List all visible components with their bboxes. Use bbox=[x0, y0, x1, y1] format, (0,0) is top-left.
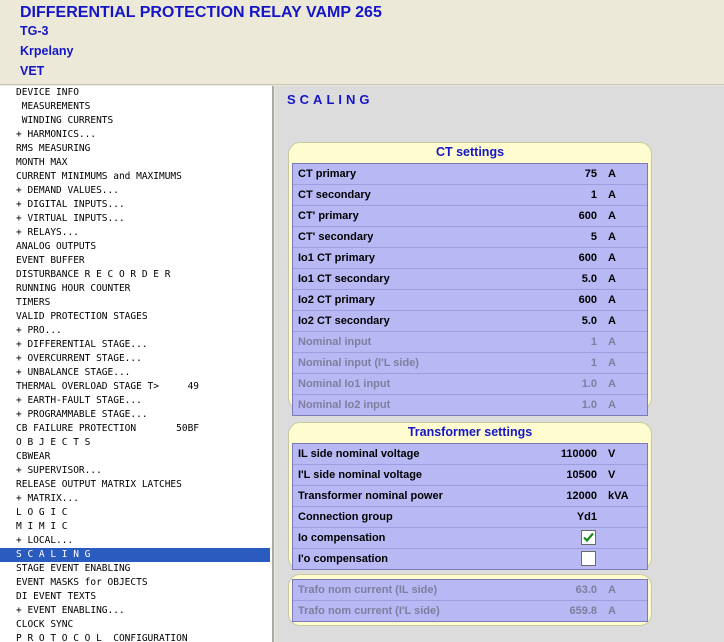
ct-setting-unit: A bbox=[608, 168, 616, 180]
ct-setting-row bbox=[293, 395, 647, 415]
menu-item-cbwear[interactable]: CBWEAR bbox=[16, 451, 51, 462]
menu-item-supervisor[interactable]: + SUPERVISOR... bbox=[16, 465, 102, 476]
menu-item-harmonics[interactable]: + HARMONICS... bbox=[16, 129, 97, 140]
ct-setting-label: Io1 CT secondary bbox=[298, 273, 390, 285]
ct-setting-unit: A bbox=[608, 210, 616, 222]
trafo-current-value: 659.8 bbox=[569, 605, 597, 617]
menu-item-event-masks-for-objects[interactable]: EVENT MASKS for OBJECTS bbox=[16, 577, 148, 588]
menu-item-valid-protection-stages[interactable]: VALID PROTECTION STAGES bbox=[16, 311, 148, 322]
transformer-setting-unit: V bbox=[608, 469, 616, 481]
menu-item-unbalance-stage[interactable]: + UNBALANCE STAGE... bbox=[16, 367, 131, 378]
ct-setting-row bbox=[293, 269, 647, 290]
menu-item-overcurrent-stage[interactable]: + OVERCURRENT STAGE... bbox=[16, 353, 142, 364]
ct-setting-label: Nominal Io2 input bbox=[298, 399, 391, 411]
transformer-setting-row bbox=[293, 486, 647, 507]
ct-setting-unit: A bbox=[608, 378, 616, 390]
menu-item-stage-event-enabling[interactable]: STAGE EVENT ENABLING bbox=[16, 563, 131, 574]
ct-setting-label: CT primary bbox=[298, 168, 357, 180]
ct-setting-row bbox=[293, 206, 647, 227]
menu-item-analog-outputs[interactable]: ANALOG OUTPUTS bbox=[16, 241, 97, 252]
trafo-current-panel bbox=[288, 574, 652, 626]
menu-item-current-minimums-and-maximums[interactable]: CURRENT MINIMUMS and MAXIMUMS bbox=[16, 171, 182, 182]
transformer-setting-unit: V bbox=[608, 448, 616, 460]
trafo-current-row bbox=[293, 580, 647, 601]
ct-setting-label: Nominal Io1 input bbox=[298, 378, 391, 390]
transformer-settings-panel bbox=[288, 422, 652, 570]
ct-setting-value[interactable]: 600 bbox=[578, 252, 597, 264]
menu-item-m-i-m-i-c[interactable]: M I M I C bbox=[16, 521, 68, 532]
compensation-checkbox[interactable] bbox=[581, 551, 596, 566]
menu-item-earth-fault-stage[interactable]: + EARTH-FAULT STAGE... bbox=[16, 395, 142, 406]
ct-setting-row bbox=[293, 332, 647, 353]
ct-setting-unit: A bbox=[608, 252, 616, 264]
transformer-setting-row bbox=[293, 507, 647, 528]
ct-setting-row bbox=[293, 164, 647, 185]
ct-setting-label: Io2 CT secondary bbox=[298, 315, 390, 327]
ct-setting-label: Io1 CT primary bbox=[298, 252, 376, 264]
trafo-current-unit: A bbox=[608, 584, 616, 596]
trafo-current-unit: A bbox=[608, 605, 616, 617]
ct-setting-row bbox=[293, 227, 647, 248]
station-name: VET bbox=[20, 64, 45, 78]
ct-setting-value: 1.0 bbox=[581, 399, 597, 411]
menu-item-cb-failure-protection-50bf[interactable]: CB FAILURE PROTECTION 50BF bbox=[16, 423, 200, 434]
page-title: SCALING bbox=[287, 92, 374, 107]
transformer-setting-label: I'L side nominal voltage bbox=[298, 469, 423, 481]
transformer-setting-row bbox=[293, 465, 647, 486]
menu-item-release-output-matrix-latches[interactable]: RELEASE OUTPUT MATRIX LATCHES bbox=[16, 479, 182, 490]
transformer-setting-value[interactable]: 12000 bbox=[566, 490, 597, 502]
ct-settings-title: CT settings bbox=[435, 145, 505, 159]
transformer-settings-title: Transformer settings bbox=[407, 425, 533, 439]
app-title: DIFFERENTIAL PROTECTION RELAY VAMP 265 bbox=[20, 4, 382, 21]
trafo-current-label: Trafo nom current (IL side) bbox=[298, 584, 438, 596]
ct-setting-unit: A bbox=[608, 357, 616, 369]
ct-setting-unit: A bbox=[608, 315, 616, 327]
menu-item-digital-inputs[interactable]: + DIGITAL INPUTS... bbox=[16, 199, 125, 210]
ct-setting-unit: A bbox=[608, 336, 616, 348]
trafo-current-label: Trafo nom current (I'L side) bbox=[298, 605, 440, 617]
check-icon bbox=[583, 532, 594, 543]
transformer-setting-value[interactable]: Yd1 bbox=[576, 511, 597, 523]
compensation-checkbox[interactable] bbox=[581, 530, 596, 545]
ct-setting-value[interactable]: 600 bbox=[578, 210, 597, 222]
ct-setting-label: Io2 CT primary bbox=[298, 294, 376, 306]
menu-item-relays[interactable]: + RELAYS... bbox=[16, 227, 79, 238]
menu-item-event-enabling[interactable]: + EVENT ENABLING... bbox=[16, 605, 125, 616]
ct-setting-row bbox=[293, 374, 647, 395]
menu-item-rms-measuring[interactable]: RMS MEASURING bbox=[16, 143, 91, 154]
ct-setting-unit: A bbox=[608, 189, 616, 201]
trafo-current-row bbox=[293, 601, 647, 621]
menu-item-demand-values[interactable]: + DEMAND VALUES... bbox=[16, 185, 119, 196]
ct-settings-grid bbox=[292, 163, 648, 416]
ct-setting-value: 1 bbox=[590, 357, 597, 369]
header bbox=[0, 0, 724, 85]
menu-item-clock-sync[interactable]: CLOCK SYNC bbox=[16, 619, 74, 630]
transformer-setting-unit: kVA bbox=[608, 490, 629, 502]
ct-setting-row bbox=[293, 353, 647, 374]
menu-item-o-b-j-e-c-t-s[interactable]: O B J E C T S bbox=[16, 437, 91, 448]
ct-setting-row bbox=[293, 185, 647, 206]
main-panel bbox=[275, 86, 724, 642]
menu-item-di-event-texts[interactable]: DI EVENT TEXTS bbox=[16, 591, 97, 602]
ct-setting-row bbox=[293, 311, 647, 332]
ct-setting-label: Nominal input bbox=[298, 336, 372, 348]
ct-setting-row bbox=[293, 290, 647, 311]
transformer-setting-value[interactable]: 10500 bbox=[566, 469, 597, 481]
transformer-setting-label: Connection group bbox=[298, 511, 393, 523]
ct-setting-value[interactable]: 5.0 bbox=[581, 315, 597, 327]
transformer-setting-row bbox=[293, 444, 647, 465]
ct-setting-label: CT' secondary bbox=[298, 231, 374, 243]
transformer-setting-label: IL side nominal voltage bbox=[298, 448, 420, 460]
menu-item-p-r-o-t-o-c-o-l-configuration[interactable]: P R O T O C O L CONFIGURATION bbox=[16, 633, 188, 642]
compensation-label: Io compensation bbox=[298, 532, 386, 544]
menu-item-virtual-inputs[interactable]: + VIRTUAL INPUTS... bbox=[16, 213, 125, 224]
menu-item-differential-stage[interactable]: + DIFFERENTIAL STAGE... bbox=[16, 339, 148, 350]
menu-item-pro[interactable]: + PRO... bbox=[16, 325, 62, 336]
menu-item-matrix[interactable]: + MATRIX... bbox=[16, 493, 79, 504]
menu-item-event-buffer[interactable]: EVENT BUFFER bbox=[16, 255, 85, 266]
transformer-setting-value[interactable]: 110000 bbox=[560, 448, 597, 460]
ct-settings-panel bbox=[288, 142, 652, 410]
compensation-row bbox=[293, 549, 647, 569]
trafo-current-value: 63.0 bbox=[575, 584, 597, 596]
menu-item-winding-currents[interactable]: WINDING CURRENTS bbox=[16, 115, 114, 126]
menu-item-disturbance-r-e-c-o-r-d-e-r[interactable]: DISTURBANCE R E C O R D E R bbox=[16, 269, 171, 280]
menu-item-month-max[interactable]: MONTH MAX bbox=[16, 157, 68, 168]
ct-setting-value[interactable]: 5.0 bbox=[581, 273, 597, 285]
menu-item-thermal-overload-stage-t-49[interactable]: THERMAL OVERLOAD STAGE T> 49 bbox=[16, 381, 200, 392]
menu-tree bbox=[0, 86, 274, 642]
menu-item-running-hour-counter[interactable]: RUNNING HOUR COUNTER bbox=[16, 283, 131, 294]
ct-setting-label: CT' primary bbox=[298, 210, 359, 222]
ct-setting-unit: A bbox=[608, 231, 616, 243]
transformer-setting-label: Transformer nominal power bbox=[298, 490, 443, 502]
ct-setting-value: 1.0 bbox=[581, 378, 597, 390]
menu-item-device-info[interactable]: DEVICE INFO bbox=[16, 87, 79, 98]
device-tag: TG-3 bbox=[20, 24, 49, 38]
ct-setting-unit: A bbox=[608, 294, 616, 306]
menu-item-s-c-a-l-i-n-g[interactable]: S C A L I N G bbox=[0, 548, 270, 562]
menu-item-local[interactable]: + LOCAL... bbox=[16, 535, 74, 546]
menu-item-programmable-stage[interactable]: + PROGRAMMABLE STAGE... bbox=[16, 409, 148, 420]
ct-setting-row bbox=[293, 248, 647, 269]
trafo-current-grid bbox=[292, 579, 648, 622]
compensation-label: I'o compensation bbox=[298, 553, 389, 565]
ct-setting-label: Nominal input (I'L side) bbox=[298, 357, 419, 369]
ct-setting-unit: A bbox=[608, 273, 616, 285]
ct-setting-unit: A bbox=[608, 399, 616, 411]
transformer-settings-grid bbox=[292, 443, 648, 570]
compensation-row bbox=[293, 528, 647, 549]
menu-item-measurements[interactable]: MEASUREMENTS bbox=[16, 101, 91, 112]
ct-setting-value[interactable]: 5 bbox=[590, 231, 597, 243]
ct-setting-value[interactable]: 600 bbox=[578, 294, 597, 306]
location-name: Krpelany bbox=[20, 44, 74, 58]
ct-setting-value[interactable]: 75 bbox=[584, 168, 597, 180]
ct-setting-value[interactable]: 1 bbox=[590, 189, 597, 201]
ct-setting-value: 1 bbox=[590, 336, 597, 348]
ct-setting-label: CT secondary bbox=[298, 189, 371, 201]
menu-item-timers[interactable]: TIMERS bbox=[16, 297, 51, 308]
menu-item-l-o-g-i-c[interactable]: L O G I C bbox=[16, 507, 68, 518]
